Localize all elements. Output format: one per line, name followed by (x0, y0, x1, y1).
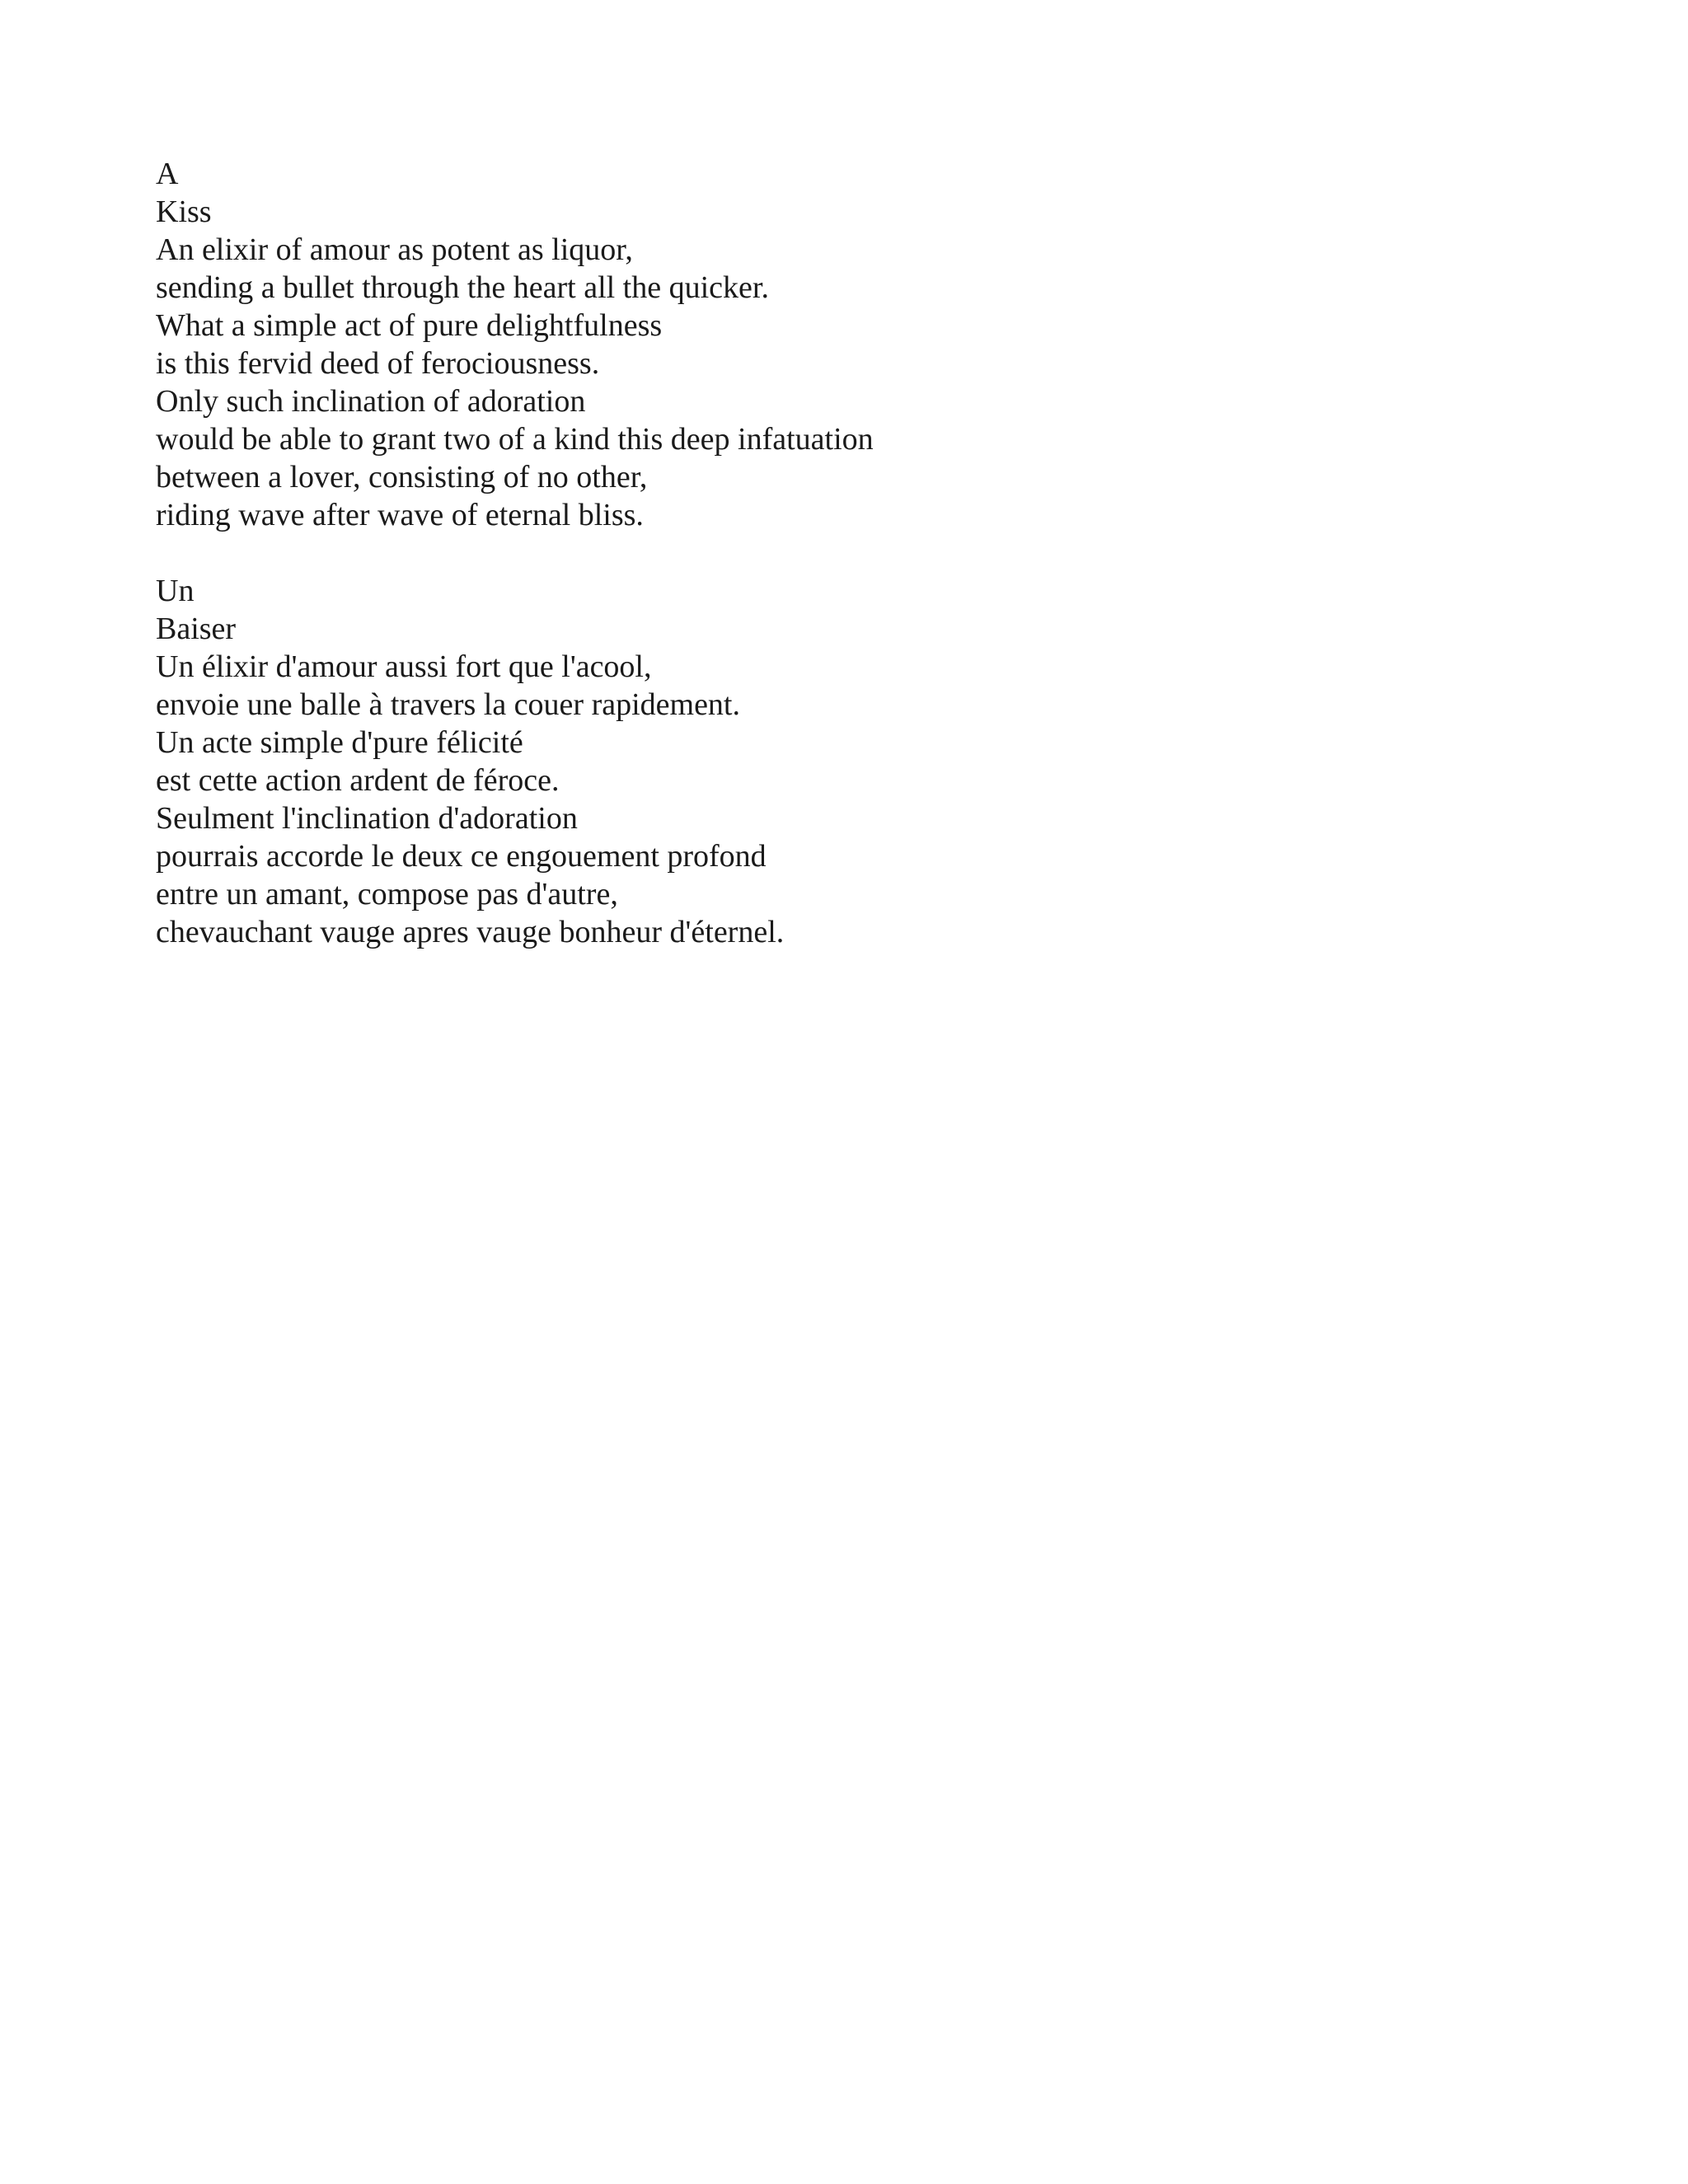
poem-line: pourrais accorde le deux ce engouement profond (156, 839, 767, 874)
poem-line: is this fervid deed of ferociousness. (156, 346, 600, 381)
poem-title-line: Baiser (156, 612, 237, 646)
poem-line: between a lover, consisting of no other, (156, 460, 648, 494)
poem-line: What a simple act of pure delightfulness (156, 308, 663, 343)
poem-french (156, 572, 1475, 951)
poem-title-line: Un (156, 574, 195, 608)
poem-line: sending a bullet through the heart all the quicker. (156, 270, 769, 305)
poem-english (156, 155, 1475, 534)
poem-line: chevauchant vauge apres vauge bonheur d'éternel. (156, 915, 785, 949)
poem-line: Un élixir d'amour aussi fort que l'acool, (156, 649, 652, 684)
poem-line: Only such inclination of adoration (156, 384, 586, 419)
poem-line: est cette action ardent de féroce. (156, 763, 560, 798)
poem-line: riding wave after wave of eternal bliss. (156, 498, 644, 532)
poem-line: envoie une balle à travers la couer rapidement. (156, 687, 740, 722)
poem-line: Un acte simple d'pure félicité (156, 725, 523, 760)
poem-title-line: Kiss (156, 194, 212, 229)
poem-line: An elixir of amour as potent as liquor, (156, 232, 633, 267)
poem-line: entre un amant, compose pas d'autre, (156, 877, 618, 912)
poem-line: would be able to grant two of a kind this deep infatuation (156, 422, 874, 457)
poem-title-line: A (156, 157, 179, 191)
poem-line: Seulment l'inclination d'adoration (156, 801, 578, 836)
